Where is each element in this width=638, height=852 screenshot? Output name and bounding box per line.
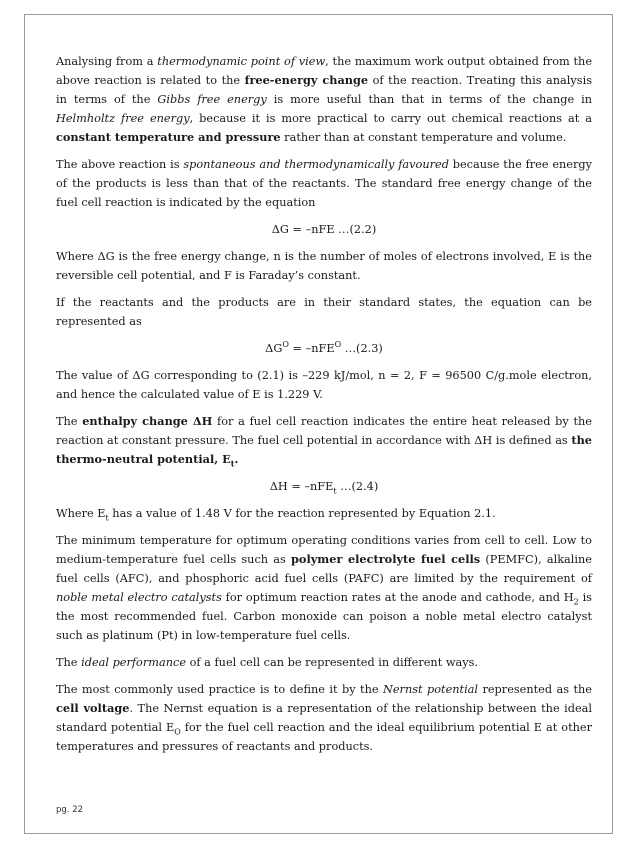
text-run: O	[334, 340, 342, 350]
text-run: cell voltage	[56, 701, 130, 715]
paragraph	[56, 653, 592, 672]
text-run: 2	[573, 597, 579, 607]
text-run: The above reaction is	[56, 158, 184, 171]
text-run: thermodynamic point of view	[157, 55, 326, 68]
text-run: spontaneous and thermodynamically favoured	[183, 158, 449, 171]
text-run: noble metal electro catalysts	[56, 591, 222, 604]
paragraph	[56, 293, 592, 331]
text-run: t	[333, 486, 337, 496]
text-run: is the most recommended fuel. Carbon monoxide can poison a noble metal electro catalyst such as platinum (Pt) in low-temperature fuel cells.	[56, 591, 592, 642]
text-run: Where ΔG is the free energy change, n is the number of moles of electrons involved, E is the reversible cell potential, and F is Faraday’s constant.	[56, 250, 592, 282]
equation	[56, 339, 592, 358]
text-run: because the free energy of the products is less than that of the reactants. The standard free energy change of the fuel cell reaction is indicated by the equation	[56, 158, 592, 209]
text-run: The most commonly used practice is to define it by the	[56, 683, 383, 696]
text-run: for optimum reaction rates at the anode and cathode, and H	[221, 591, 574, 604]
text-run: = –nFE	[288, 342, 335, 355]
text-run: for the fuel cell reaction and the ideal equilibrium potential E at other temperatures and pressures of reactants and products.	[56, 721, 592, 753]
text-run: Helmholtz free energy	[56, 112, 190, 125]
text-run: .	[234, 452, 239, 466]
text-run: represented as the	[478, 683, 592, 696]
text-run: , the maximum work output obtained from the above reaction is related to the	[56, 55, 593, 87]
text-run: …(2.4)	[336, 480, 379, 493]
text-run: ΔG	[265, 342, 283, 355]
text-run: is more useful than that in terms of the change in	[266, 93, 592, 106]
body-text	[56, 52, 592, 764]
text-run: of the reaction. Treating this analysis in terms of the	[56, 74, 592, 106]
text-run: The	[56, 415, 83, 428]
paragraph	[56, 155, 592, 212]
text-run: O	[282, 340, 289, 350]
text-run: Gibbs free energy	[157, 93, 267, 106]
text-run: (PEMFC), alkaline fuel cells (AFC), and phosphoric acid fuel cells (PAFC) are limited by the requirement of	[56, 553, 592, 585]
text-run: The minimum temperature for optimum operating conditions varies from cell to cell. Low to medium-temperature fuel cells such as	[56, 534, 592, 566]
paragraph	[56, 412, 592, 469]
text-run: …(2.3)	[341, 342, 383, 355]
text-run: ideal performance	[81, 656, 186, 669]
paragraph	[56, 531, 592, 645]
text-run: , because it is more practical to carry out chemical reactions at a	[189, 112, 592, 125]
text-run: The	[56, 656, 82, 669]
text-run: t	[230, 458, 235, 469]
text-run: constant temperature and pressure	[56, 130, 281, 144]
text-run: of a fuel cell can be represented in different ways.	[186, 656, 479, 669]
page-number: pg. 22	[56, 805, 84, 815]
text-run: Nernst potential	[382, 683, 479, 696]
equation	[56, 477, 592, 496]
text-run: Where E	[56, 507, 106, 520]
text-run: polymer electrolyte fuel cells	[291, 552, 481, 566]
text-run: free-energy change	[244, 73, 369, 87]
text-run: ΔG = –nFE …(2.2)	[271, 223, 377, 236]
paragraph	[56, 680, 592, 756]
text-run: ΔH = –nFE	[269, 480, 334, 493]
text-run: t	[105, 513, 109, 523]
text-run: for a fuel cell reaction indicates the entire heat released by the reaction at constant pressure. The fuel cell potential in accordance with ΔH is defined as	[56, 415, 592, 447]
text-run: Analysing from a	[56, 55, 158, 68]
paragraph	[56, 366, 592, 404]
paragraph	[56, 52, 592, 147]
text-run: . The Nernst equation is a representation of the relationship between the ideal standard potential E	[56, 702, 592, 734]
text-run: has a value of 1.48 V for the reaction represented by Equation 2.1.	[108, 507, 496, 520]
text-run: The value of ΔG corresponding to (2.1) is –229 kJ/mol, n = 2, F = 96500 C/g.mole electron, and hence the calculated value of E is 1.229 V.	[56, 369, 592, 401]
text-run: enthalpy change ΔH	[82, 414, 213, 428]
text-run: rather than at constant temperature and volume.	[280, 131, 567, 144]
paragraph	[56, 247, 592, 285]
text-run: O	[174, 727, 181, 737]
text-run: If the reactants and the products are in their standard states, the equation can be represented as	[56, 296, 592, 328]
equation	[56, 220, 592, 239]
paragraph	[56, 504, 592, 523]
text-run: the thermo-neutral potential, E	[56, 433, 592, 466]
